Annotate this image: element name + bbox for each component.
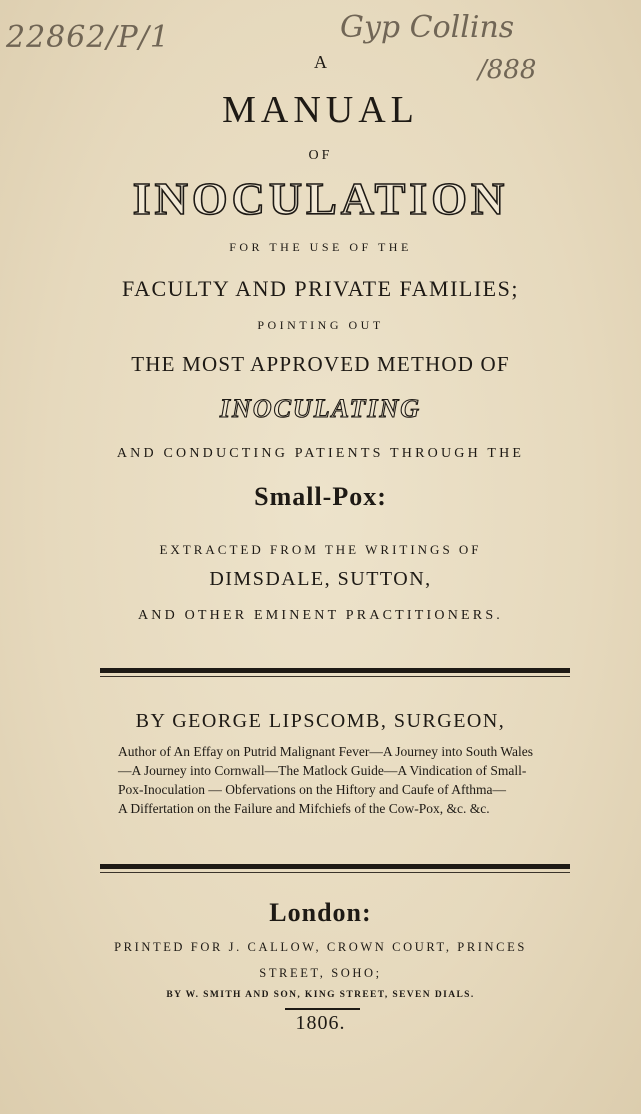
subtitle-extracted: EXTRACTED FROM THE WRITINGS OF [159,542,482,557]
author-credentials-line: Author of An Effay on Putrid Malignant Fever—A Journey into South Wales [118,744,533,759]
title-manual: MANUAL [222,89,419,131]
title-article: A [314,52,327,72]
handwritten-signature: Gyp Collins [340,10,515,45]
subtitle-faculty: FACULTY AND PRIVATE FAMILIES; [122,276,519,301]
author-credentials-line: A Differtation on the Failure and Mifchiefs of the Cow-Pox, &c. &c. [118,801,490,816]
subtitle-method: THE MOST APPROVED METHOD OF [131,352,510,376]
subtitle-smallpox: Small-Pox: [254,482,387,511]
subtitle-pointing-out: POINTING OUT [257,318,384,332]
shelfmark-annotation: 22862/P/1 [6,20,170,55]
author-credentials [118,742,558,818]
title-of: OF [308,148,333,163]
subtitle-others: AND OTHER EMINENT PRACTITIONERS. [137,608,504,623]
handwritten-number: /888 [478,55,537,85]
imprint-city: London: [269,898,372,927]
subtitle-conducting: AND CONDUCTING PATIENTS THROUGH THE [116,446,525,461]
author-credentials-line: —A Journey into Cornwall—The Matlock Guide—A Vindication of Small- [118,763,527,778]
imprint-smith: BY W. SMITH AND SON, KING STREET, SEVEN DIALS. [166,990,475,1000]
imprint-printed-for: PRINTED FOR J. CALLOW, CROWN COURT, PRINCES [114,940,527,954]
author-byline: BY GEORGE LIPSCOMB, SURGEON, [135,710,506,732]
imprint-rule [285,1008,360,1010]
ornamental-rule-thin [100,872,570,873]
subtitle-for-use: FOR THE USE OF THE [229,240,412,254]
ornamental-rule [100,668,570,673]
subtitle-inoculating: INOCULATING [219,394,422,423]
imprint-year: 1806. [295,1012,346,1034]
ornamental-rule-thin [100,676,570,677]
title-inoculation: INOCULATION [132,173,509,224]
subtitle-dimsdale: DIMSDALE, SUTTON, [209,568,432,590]
ornamental-rule [100,864,570,869]
author-credentials-line: Pox-Inoculation — Obfervations on the Hiftory and Caufe of Afthma— [118,782,507,797]
imprint-street: STREET, SOHO; [259,966,382,980]
